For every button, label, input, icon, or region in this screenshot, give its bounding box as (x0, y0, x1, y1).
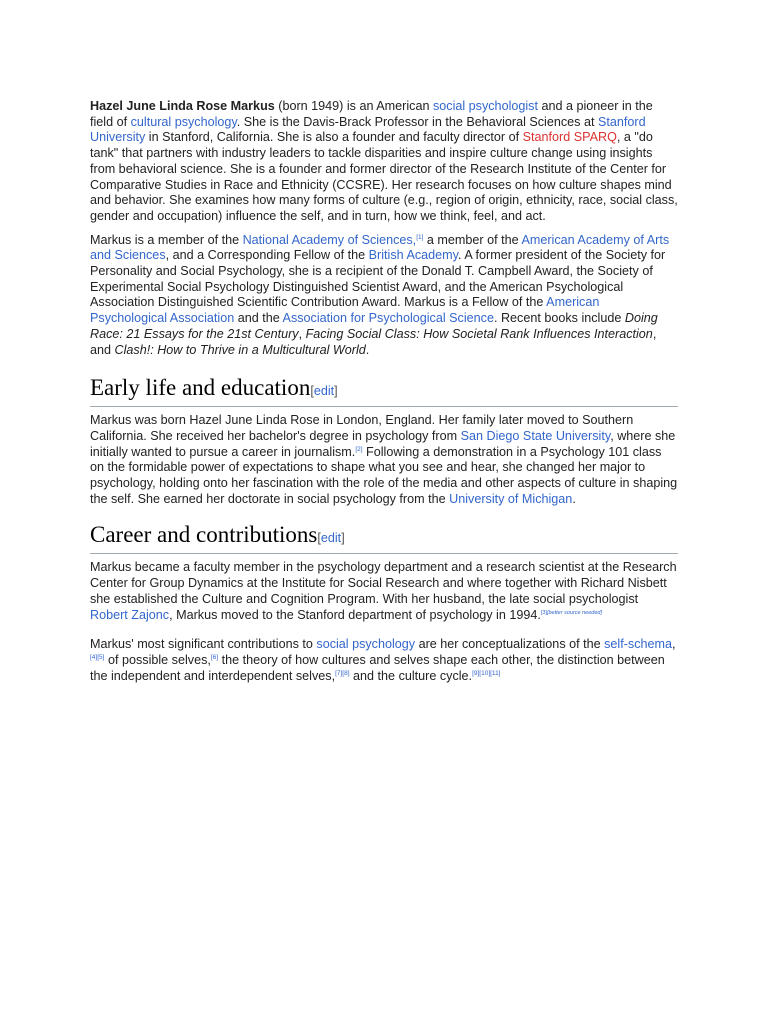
text: , Markus moved to the Stanford department of psychology in 1994. (169, 607, 541, 622)
text: Markus' most significant contributions to (90, 637, 317, 652)
early-life-paragraph (90, 413, 678, 507)
text: Markus was born Hazel June Linda Rose in London, England. Her family later moved to Southern California. She received her bachelor's degree in psychology from (90, 413, 634, 443)
text: Markus became a faculty member in the psychology department and a research scientist at the Research Center for Group Dynamics at the Institute for Social Research and where together with Richard Nisbett she established the Culture and Cognition Program. With her husband, the late social psychologist (90, 560, 677, 606)
edit-section-link (310, 384, 337, 398)
text: . (365, 342, 370, 357)
link-british-academy[interactable]: British Academy (368, 248, 459, 263)
career-paragraph-1 (90, 560, 678, 623)
link-social-psychology[interactable]: social psychology (316, 637, 416, 652)
text: , (298, 326, 306, 341)
text: and a pioneer in the field of (90, 99, 653, 129)
citation-ref[interactable]: [1] (416, 233, 424, 241)
better-source-needed-note[interactable]: [better source needed] (546, 609, 603, 616)
intro-paragraph-2 (90, 233, 678, 359)
text: Following a demonstration in a Psychology 101 class on the formidable power of expectations to shape what you see and hear, she changed her major to psychology, holding onto her fascination with the role of the media and other aspects of culture in shaping the self. She earned her doctorate in social psychology from the (90, 444, 678, 506)
text: , (672, 637, 676, 652)
text: . (572, 491, 576, 506)
text: , and (90, 326, 657, 357)
link-american-academy-of-arts-and-sciences[interactable]: American Academy of Arts and Sciences (90, 232, 670, 263)
text: . She is the Davis-Brack Professor in the Behavioral Sciences at (236, 114, 598, 129)
text: and the (234, 311, 283, 326)
career-paragraph-2 (90, 637, 678, 684)
text: are her conceptualizations of the (415, 637, 605, 652)
bracket: ] (334, 384, 338, 399)
citation-ref[interactable]: [4][5] (90, 653, 105, 661)
citation-ref[interactable]: [3] (540, 609, 547, 616)
link-university-of-michigan[interactable]: University of Michigan (449, 491, 573, 506)
link-national-academy-of-sciences[interactable]: National Academy of Sciences, (242, 232, 417, 247)
text: (born 1949) is an American (274, 99, 433, 113)
text: a member of the (423, 232, 522, 247)
link-association-for-psychological-science[interactable]: Association for Psychological Science (282, 311, 494, 326)
text: , and a Corresponding Fellow of the (165, 248, 369, 263)
link-robert-zajonc[interactable]: Robert Zajonc (90, 607, 170, 622)
citation-ref[interactable]: [2] (355, 445, 363, 453)
section-heading-early-life (90, 374, 678, 407)
subject-name: Hazel June Linda Rose Markus (90, 99, 275, 113)
citation-ref[interactable]: [7][8] (335, 669, 350, 677)
citation-ref[interactable]: [9][10][11] (472, 669, 501, 677)
citation-ref[interactable]: [6] (210, 653, 219, 661)
text: , where she initially wanted to pursue a career in journalism. (90, 428, 676, 459)
text: and the culture cycle. (349, 668, 473, 683)
text: , a "do tank" that partners with industry leaders to tackle disparities and inspire culture change using insights from behavioral science. She is a founder and former director of the Research Institute of the Center for Comparative Studies in Race and Ethnicity (CCSRE). Her research focuses on how culture shapes mind and behavior. She examines how many forms of culture (e.g., region of origin, ethnicity, race, social class, gender and occupation) influence the self, and in turn, how we think, feel, and act. (90, 130, 678, 223)
section-heading-career (90, 521, 678, 554)
link-stanford-sparq[interactable]: Stanford SPARQ (522, 130, 617, 145)
bracket: [ (317, 531, 321, 546)
link-social-psychologist[interactable]: social psychologist (432, 99, 538, 113)
text: . A former president of the Society for Personality and Social Psychology, she is a recipient of the Donald T. Campbell Award, the Society of Experimental Social Psychology Distinguished Scientist Award, and the American Psychological Association Distinguished Scientific Contribution Award. Markus is a Fellow of the (90, 248, 666, 310)
link-american-psychological-association[interactable]: American Psychological Association (90, 295, 600, 326)
section-title: Early life and education (90, 375, 311, 401)
edit-section-link (317, 531, 344, 545)
text: in Stanford, California. She is also a founder and faculty director of (145, 130, 523, 145)
link-stanford-university[interactable]: Stanford University (90, 114, 646, 145)
link-self-schema[interactable]: self-schema (604, 637, 673, 652)
bracket: [ (310, 384, 314, 399)
intro-paragraph-1 (90, 99, 678, 225)
text: the theory of how cultures and selves shape each other, the distinction between the independent and interdependent selves, (90, 652, 665, 683)
text: of possible selves, (104, 652, 211, 667)
book-title: Clash!: How to Thrive in a Multicultural World (114, 342, 366, 357)
article-body (90, 99, 678, 692)
link-san-diego-state-university[interactable]: San Diego State University (460, 428, 611, 443)
section-title: Career and contributions (90, 522, 318, 548)
text: . Recent books include (493, 311, 625, 326)
book-title: Facing Social Class: How Societal Rank Influences Interaction (305, 326, 653, 341)
bracket: ] (341, 531, 345, 546)
book-title: Doing Race: 21 Essays for the 21st Century (90, 311, 658, 341)
link-cultural-psychology[interactable]: cultural psychology (130, 114, 237, 129)
text: Markus is a member of the (90, 232, 243, 247)
edit-button[interactable]: edit (313, 384, 335, 399)
edit-button[interactable]: edit (320, 531, 342, 546)
